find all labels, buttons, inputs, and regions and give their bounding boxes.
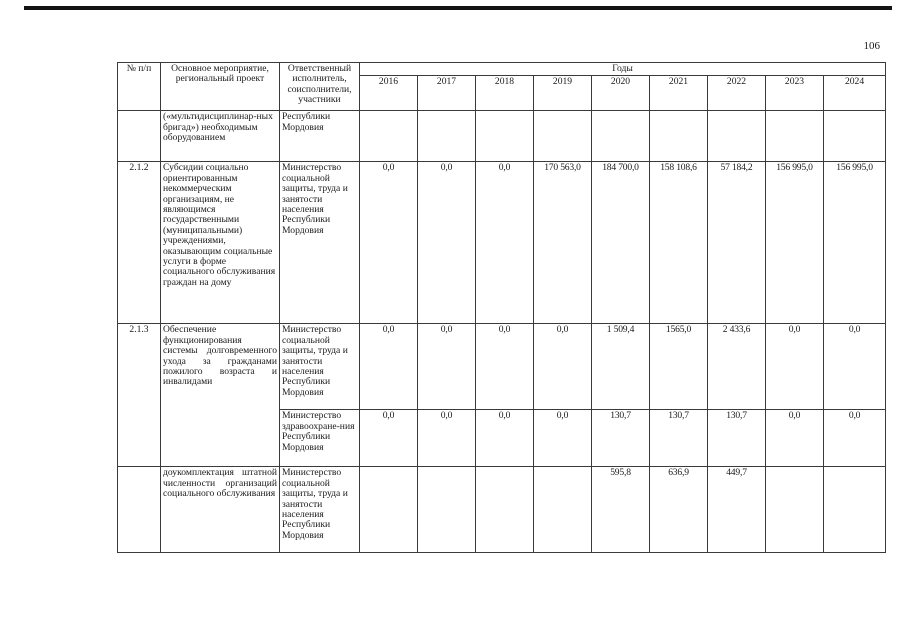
- value-2018: 0,0: [476, 324, 534, 410]
- executor-cell: Министерство социальной защиты, труда и занятости населения Республики Мордовия: [280, 467, 360, 553]
- table-row: [118, 111, 886, 162]
- value-2016: [360, 467, 418, 553]
- value-2024: [824, 467, 886, 553]
- header-year-2022: 2022: [708, 76, 766, 111]
- value-2021: [650, 111, 708, 162]
- value-2017: 0,0: [418, 162, 476, 324]
- table-row: [118, 162, 886, 324]
- value-2022: [708, 111, 766, 162]
- page-number: 106: [863, 40, 880, 52]
- header-executor: Ответственный исполнитель, соисполнители, участники: [280, 63, 360, 111]
- value-2024: 156 995,0: [824, 162, 886, 324]
- header-years: Годы: [360, 63, 886, 76]
- value-2022: 2 433,6: [708, 324, 766, 410]
- measure-cell: Субсидии социально ориентированным некоммерческим организациям, не являющимся государственными (муниципальными) учреждениями, оказывающим социальные услуги в форме социального обслуживания граждан на дому: [161, 162, 280, 324]
- value-2018: [476, 467, 534, 553]
- value-2022: 130,7: [708, 410, 766, 467]
- value-2019: 170 563,0: [534, 162, 592, 324]
- value-2020: 595,8: [592, 467, 650, 553]
- header-no: № п/п: [118, 63, 161, 111]
- value-2023: [766, 111, 824, 162]
- header-year-2019: 2019: [534, 76, 592, 111]
- value-2018: 0,0: [476, 162, 534, 324]
- header-year-2020: 2020: [592, 76, 650, 111]
- value-2024: [824, 111, 886, 162]
- executor-cell: Министерство здравоохране-ния Республики Мордовия: [280, 410, 360, 467]
- executor-cell: Министерство социальной защиты, труда и занятости населения Республики Мордовия: [280, 324, 360, 410]
- value-2020: 130,7: [592, 410, 650, 467]
- value-2016: 0,0: [360, 410, 418, 467]
- row-number: [118, 467, 161, 553]
- value-2020: [592, 111, 650, 162]
- header-year-2023: 2023: [766, 76, 824, 111]
- value-2019: [534, 111, 592, 162]
- value-2016: [360, 111, 418, 162]
- value-2017: [418, 467, 476, 553]
- value-2021: 636,9: [650, 467, 708, 553]
- table-row: [118, 467, 886, 553]
- table-row: [118, 324, 886, 410]
- value-2023: 156 995,0: [766, 162, 824, 324]
- value-2024: 0,0: [824, 324, 886, 410]
- value-2022: 449,7: [708, 467, 766, 553]
- program-table: [117, 62, 886, 553]
- header-year-2024: 2024: [824, 76, 886, 111]
- value-2023: 0,0: [766, 324, 824, 410]
- header-year-2017: 2017: [418, 76, 476, 111]
- row-number: [118, 111, 161, 162]
- value-2022: 57 184,2: [708, 162, 766, 324]
- value-2018: 0,0: [476, 410, 534, 467]
- value-2024: 0,0: [824, 410, 886, 467]
- value-2020: 184 700,0: [592, 162, 650, 324]
- value-2017: 0,0: [418, 410, 476, 467]
- top-rule: [24, 6, 892, 10]
- header-year-2021: 2021: [650, 76, 708, 111]
- value-2019: [534, 467, 592, 553]
- header-measure: Основное мероприятие, региональный проект: [161, 63, 280, 111]
- header-year-2016: 2016: [360, 76, 418, 111]
- value-2021: 130,7: [650, 410, 708, 467]
- measure-cell: доукомплектация штатной численности организаций социального обслуживания: [161, 467, 280, 553]
- value-2023: 0,0: [766, 410, 824, 467]
- value-2021: 1565,0: [650, 324, 708, 410]
- executor-cell: Республики Мордовия: [280, 111, 360, 162]
- value-2016: 0,0: [360, 162, 418, 324]
- row-number: 2.1.2: [118, 162, 161, 324]
- value-2021: 158 108,6: [650, 162, 708, 324]
- executor-cell: Министерство социальной защиты, труда и занятости населения Республики Мордовия: [280, 162, 360, 324]
- measure-cell: Обеспечение функционирования системы долговременного ухода за гражданами пожилого возраста и инвалидами: [161, 324, 280, 467]
- value-2019: 0,0: [534, 410, 592, 467]
- value-2023: [766, 467, 824, 553]
- value-2017: 0,0: [418, 324, 476, 410]
- header-year-2018: 2018: [476, 76, 534, 111]
- value-2016: 0,0: [360, 324, 418, 410]
- value-2017: [418, 111, 476, 162]
- row-number: 2.1.3: [118, 324, 161, 467]
- value-2018: [476, 111, 534, 162]
- value-2019: 0,0: [534, 324, 592, 410]
- value-2020: 1 509,4: [592, 324, 650, 410]
- measure-cell: («мультидисциплинар-ных бригад») необходимым оборудованием: [161, 111, 280, 162]
